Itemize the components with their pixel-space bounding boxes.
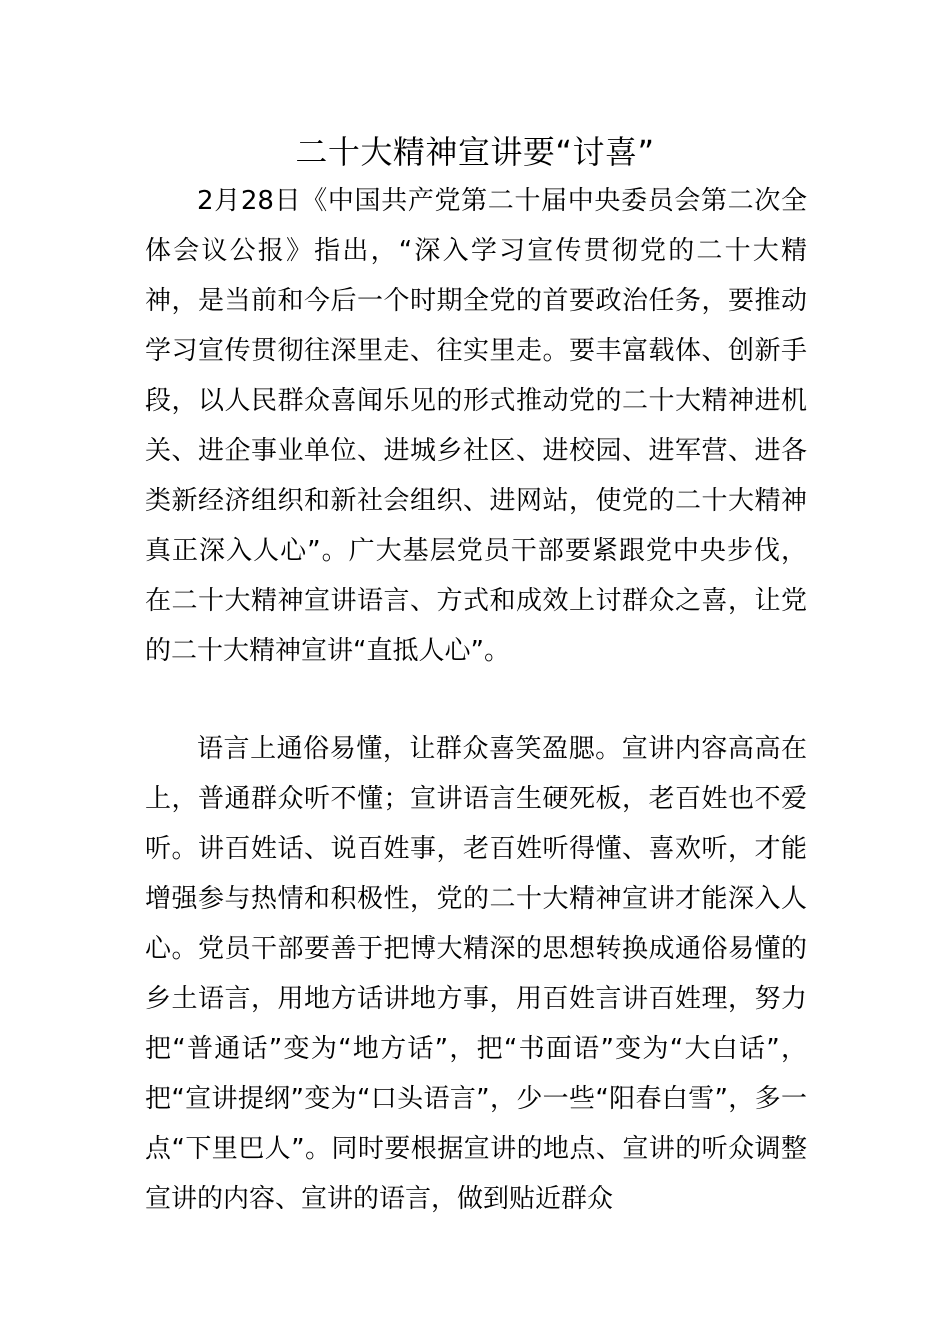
document-title: 二十大精神宣讲要“讨喜” (295, 133, 655, 171)
paragraph-intro: 2月28日《中国共产党第二十届中央委员会第二次全体会议公报》指出，“深入学习宣传贯彻党的二十大精神，是当前和今后一个时期全党的首要政治任务，要推动学习宣传贯彻往深里走、往实里走。要丰富载体、创新手段，以人民群众喜闻乐见的形式推动党的二十大精神进机关、进企事业单位、进城乡社区、进校园、进军营、进各类新经济组织和新社会组织、进网站，使党的二十大精神真正深入人心”。广大基层党员干部要紧跟党中央步伐，在二十大精神宣讲语言、方式和成效上讨群众之喜，让党的二十大精神宣讲“直抵人心”。 (145, 186, 807, 666)
paragraph-language: 语言上通俗易懂，让群众喜笑盈腮。宣讲内容高高在上，普通群众听不懂；宣讲语言生硬死板，老百姓也不爱听。讲百姓话、说百姓事，老百姓听得懂、喜欢听，才能增强参与热情和积极性，党的二十大精神宣讲才能深入人心。党员干部要善于把博大精深的思想转换成通俗易懂的乡土语言，用地方话讲地方事，用百姓言讲百姓理，努力把“普通话”变为“地方话”，把“书面语”变为“大白话”，把“宣讲提纲”变为“口头语言”，少一些“阳春白雪”，多一点“下里巴人”。同时要根据宣讲的地点、宣讲的听众调整宣讲的内容、宣讲的语言，做到贴近群众 (145, 734, 807, 1214)
